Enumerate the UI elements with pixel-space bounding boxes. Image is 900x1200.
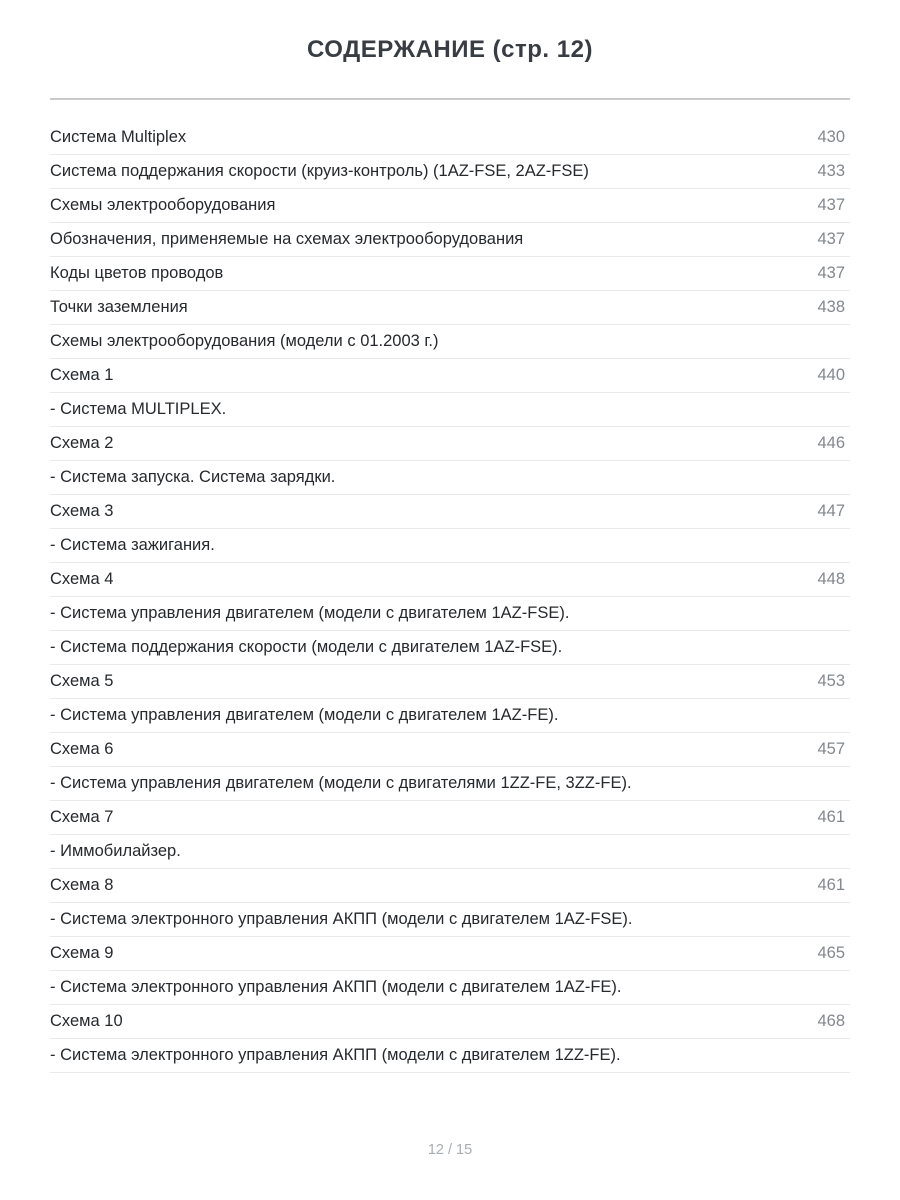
toc-entry[interactable] (50, 393, 850, 427)
toc-entry-page-number: 465 (817, 944, 845, 962)
toc-entry[interactable] (50, 359, 850, 393)
toc-entry-label: - Система поддержания скорости (модели с двигателем 1AZ-FSE). (50, 638, 563, 656)
toc-entry-label: - Система электронного управления АКПП (модели с двигателем 1AZ-FE). (50, 978, 622, 996)
toc-entry-page-number: 430 (817, 128, 845, 146)
toc-entry[interactable] (50, 529, 850, 563)
toc-entry[interactable] (50, 257, 850, 291)
toc-entry-page-number: 468 (817, 1012, 845, 1030)
toc-entry-label: Схемы электрооборудования (50, 196, 276, 214)
toc-entry-page-number: 457 (817, 740, 845, 758)
toc-entry-label: - Система управления двигателем (модели с двигателями 1ZZ-FE, 3ZZ-FE). (50, 774, 632, 792)
toc-entry[interactable] (50, 903, 850, 937)
toc-entry-label: Коды цветов проводов (50, 264, 224, 282)
toc-entry[interactable] (50, 733, 850, 767)
toc-entry-page-number: 433 (817, 162, 845, 180)
toc-entry[interactable] (50, 223, 850, 257)
toc-entry[interactable] (50, 937, 850, 971)
toc-entry[interactable] (50, 121, 850, 155)
toc-entry-page-number: 461 (817, 876, 845, 894)
toc-entry-label: Схема 10 (50, 1012, 123, 1030)
toc-entry-page-number: 437 (817, 230, 845, 248)
toc-entry[interactable] (50, 155, 850, 189)
toc-entry[interactable] (50, 631, 850, 665)
toc-entry[interactable] (50, 495, 850, 529)
toc-entry-label: Схема 4 (50, 570, 114, 588)
toc-entry[interactable] (50, 597, 850, 631)
toc-entry-page-number: 446 (817, 434, 845, 452)
page-indicator: 12 / 15 (427, 1142, 473, 1158)
toc-entry-page-number: 437 (817, 264, 845, 282)
page-title: СОДЕРЖАНИЕ (стр. 12) (307, 36, 593, 63)
toc-entry-label: Схема 9 (50, 944, 114, 962)
toc-entry-page-number: 453 (817, 672, 845, 690)
toc-entry-label: Схема 8 (50, 876, 114, 894)
toc-entry-page-number: 448 (817, 570, 845, 588)
toc-entry[interactable] (50, 869, 850, 903)
toc-entry-label: Схема 6 (50, 740, 114, 758)
toc-entry-label: Система Multiplex (50, 128, 187, 146)
toc-entry[interactable] (50, 427, 850, 461)
toc-entry[interactable] (50, 801, 850, 835)
toc-entry-page-number: 440 (817, 366, 845, 384)
toc-entry-page-number: 461 (817, 808, 845, 826)
toc-entry-label: - Система MULTIPLEX. (50, 400, 227, 418)
toc-entry[interactable] (50, 699, 850, 733)
toc-entry[interactable] (50, 1005, 850, 1039)
toc-entry[interactable] (50, 563, 850, 597)
toc-entry-label: Схема 7 (50, 808, 114, 826)
toc-entry-label: - Система управления двигателем (модели с двигателем 1AZ-FE). (50, 706, 559, 724)
toc-entry-label: Обозначения, применяемые на схемах электрооборудования (50, 230, 524, 248)
toc-entry-label: - Иммобилайзер. (50, 842, 181, 860)
toc-entry-label: - Система электронного управления АКПП (модели с двигателем 1AZ-FSE). (50, 910, 633, 928)
toc-entry-label: Схемы электрооборудования (модели с 01.2003 г.) (50, 332, 439, 350)
title-divider (50, 98, 850, 100)
toc-entry-label: - Система запуска. Система зарядки. (50, 468, 336, 486)
toc-entry[interactable] (50, 767, 850, 801)
toc-entry[interactable] (50, 325, 850, 359)
toc-entry-label: Система поддержания скорости (круиз-контроль) (1AZ-FSE, 2AZ-FSE) (50, 162, 589, 180)
toc-entry[interactable] (50, 971, 850, 1005)
toc-entry[interactable] (50, 665, 850, 699)
toc-entry-page-number: 447 (817, 502, 845, 520)
toc-entry-label: Схема 1 (50, 366, 114, 384)
toc-list (50, 121, 850, 1073)
toc-entry[interactable] (50, 291, 850, 325)
toc-entry-label: - Система управления двигателем (модели с двигателем 1AZ-FSE). (50, 604, 570, 622)
toc-entry[interactable] (50, 461, 850, 495)
toc-entry[interactable] (50, 835, 850, 869)
toc-entry-label: Схема 2 (50, 434, 114, 452)
toc-entry-label: - Система зажигания. (50, 536, 215, 554)
toc-entry-label: - Система электронного управления АКПП (модели с двигателем 1ZZ-FE). (50, 1046, 621, 1064)
toc-entry-label: Точки заземления (50, 298, 188, 316)
toc-entry[interactable] (50, 1039, 850, 1073)
toc-entry-page-number: 438 (817, 298, 845, 316)
toc-entry-label: Схема 3 (50, 502, 114, 520)
toc-entry-label: Схема 5 (50, 672, 114, 690)
toc-entry-page-number: 437 (817, 196, 845, 214)
toc-entry[interactable] (50, 189, 850, 223)
